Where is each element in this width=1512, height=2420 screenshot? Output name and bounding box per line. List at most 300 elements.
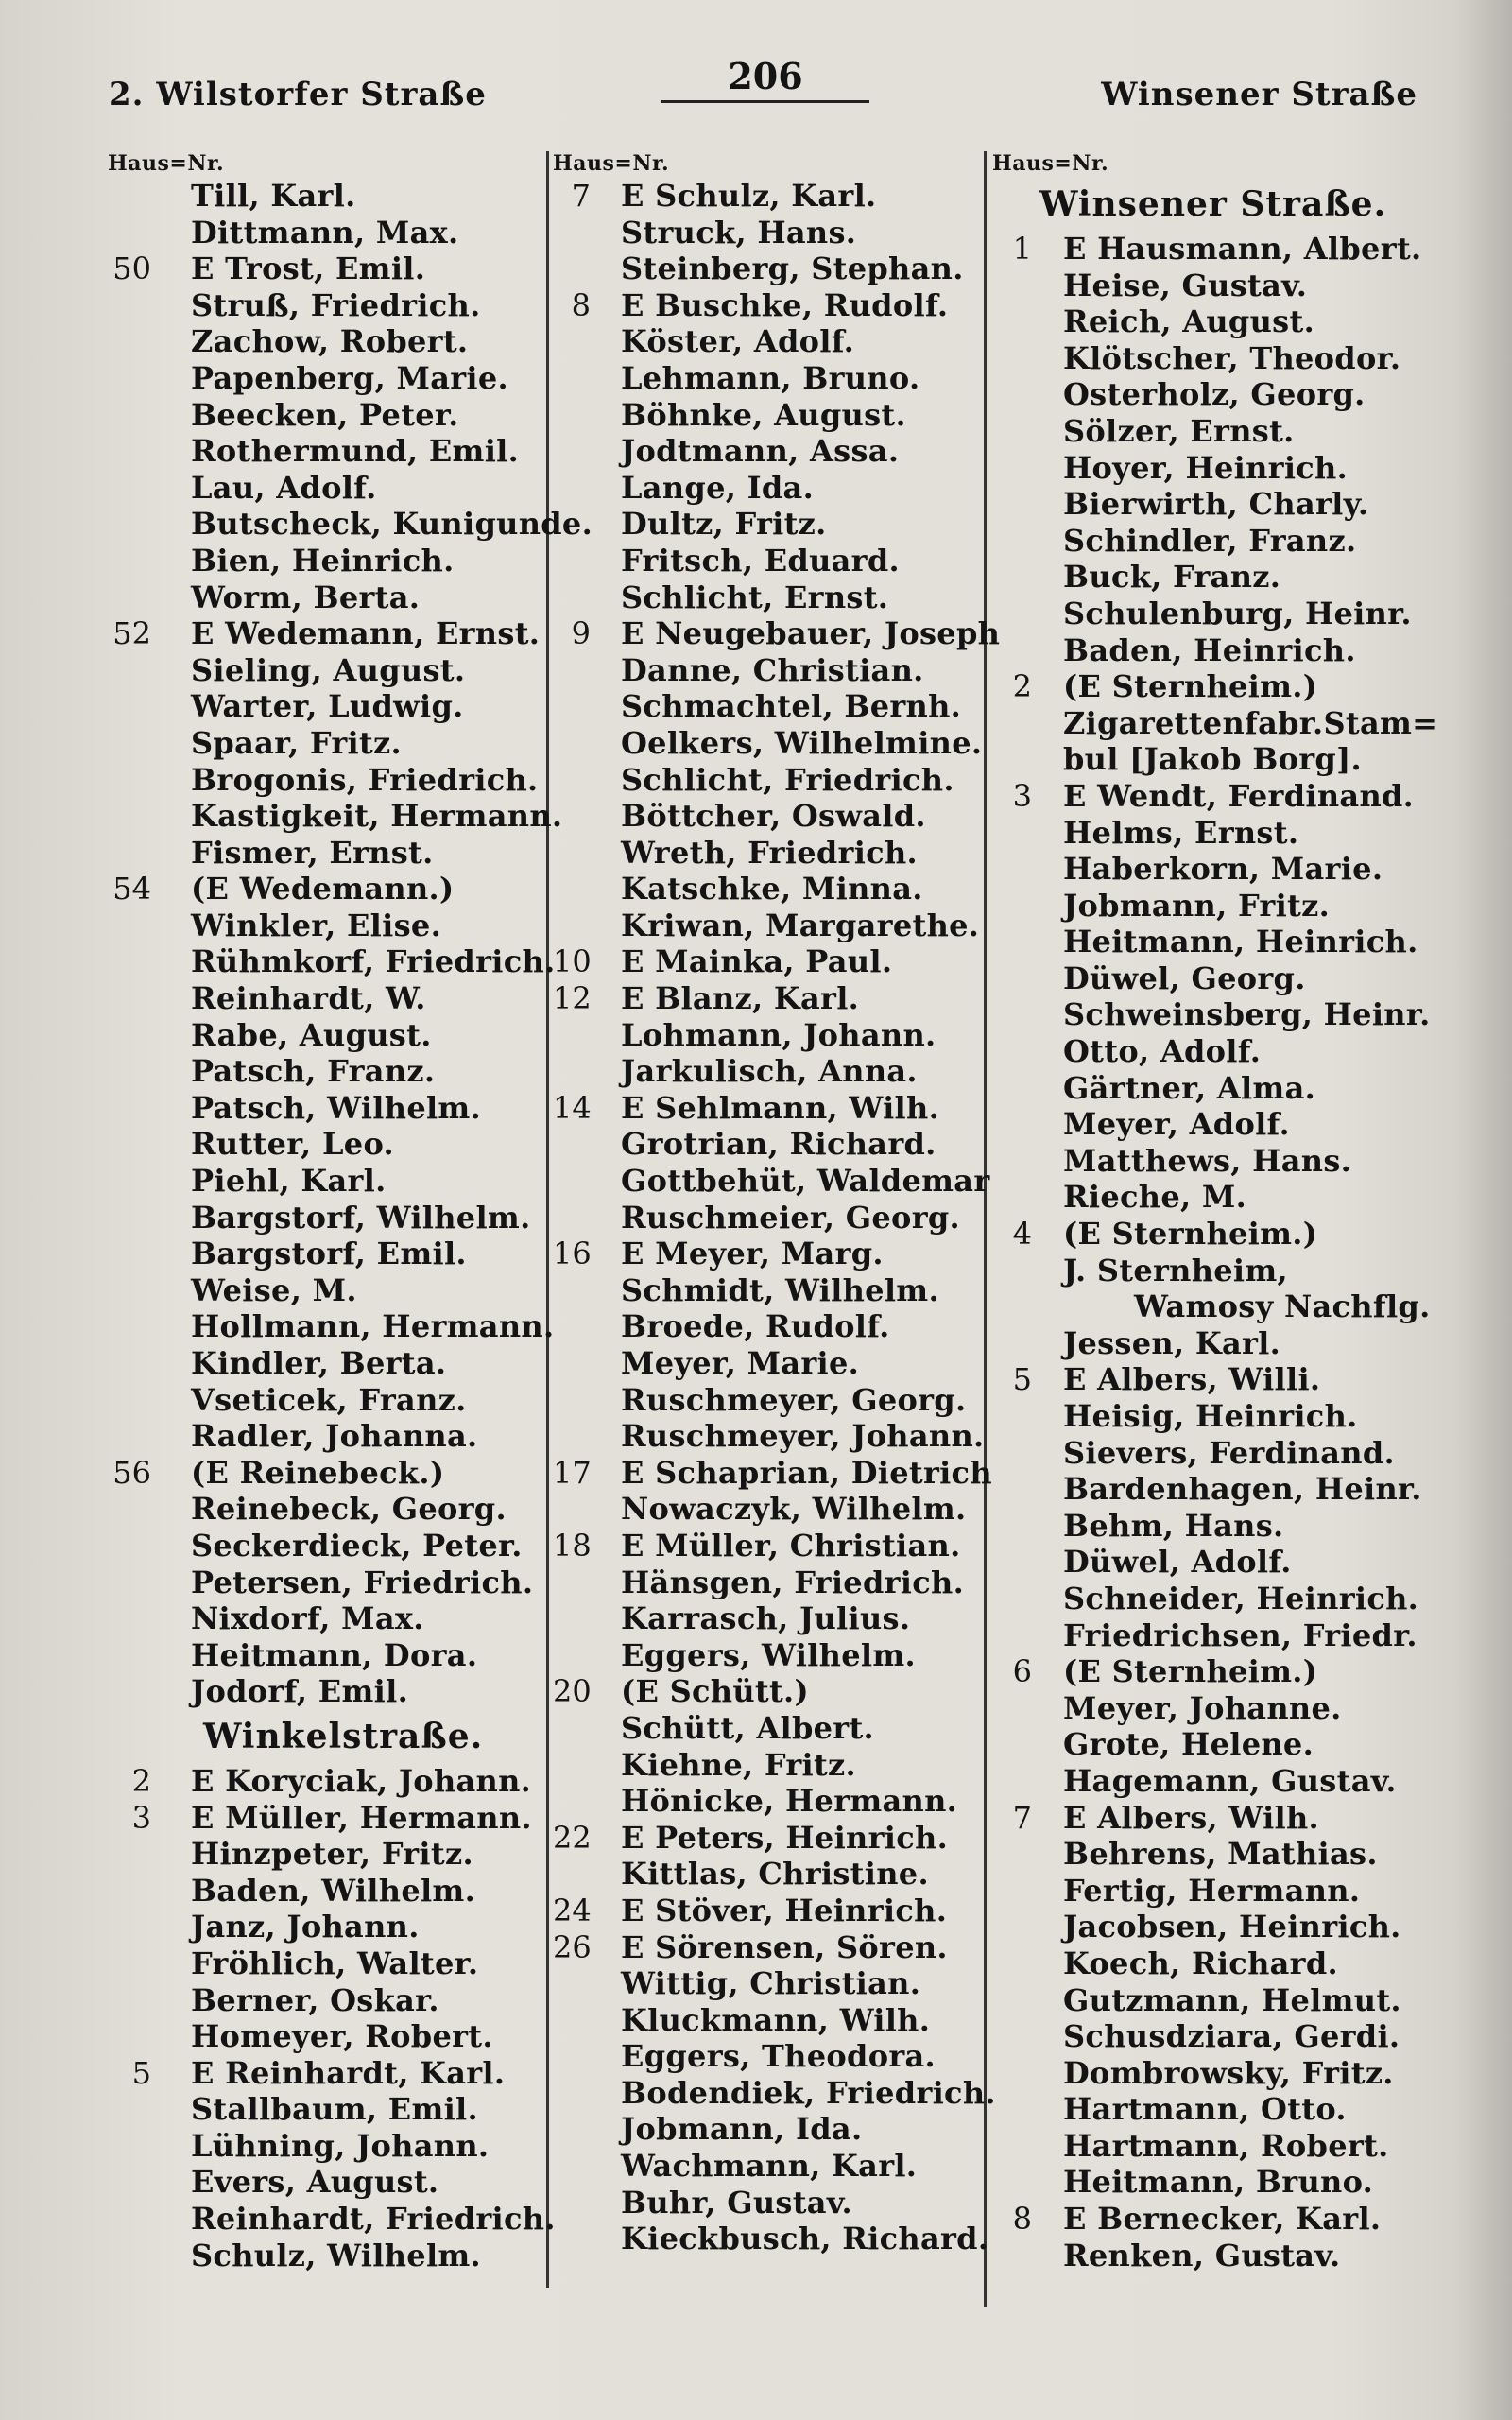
header-left-street: 2. Wilstorfer Straße [109, 76, 487, 113]
resident-name: Evers, August. [191, 2164, 439, 2201]
resident-name: E Stöver, Heinrich. [621, 1892, 948, 1928]
house-number: 1 [1012, 231, 1032, 267]
resident-name: Böttcher, Oswald. [621, 798, 926, 835]
directory-entry [104, 1345, 548, 1382]
directory-entry [992, 851, 1446, 888]
resident-name: Lehmann, Bruno. [621, 359, 920, 396]
resident-name: Patsch, Franz. [191, 1053, 436, 1090]
resident-name: Till, Karl. [191, 178, 356, 214]
resident-name: E Müller, Hermann. [191, 1799, 532, 1836]
directory-entry [104, 1673, 548, 1710]
directory-entry [553, 2148, 988, 2185]
directory-entry [104, 1836, 548, 1873]
resident-name: Eggers, Theodora. [621, 2038, 936, 2075]
resident-name: E Blanz, Karl. [621, 980, 860, 1017]
resident-name: Haberkorn, Marie. [1063, 851, 1383, 888]
resident-name: Rühmkorf, Friedrich. [191, 943, 556, 980]
directory-entry [104, 2201, 556, 2238]
resident-name: Butscheck, Kunigunde. [191, 506, 593, 543]
directory-entry [992, 1143, 1446, 1180]
directory-entry [104, 251, 548, 287]
resident-name: Patsch, Wilhelm. [191, 1089, 482, 1126]
directory-entry [553, 579, 988, 616]
directory-entry [553, 1564, 988, 1601]
directory-entry [992, 815, 1446, 852]
directory-entry [992, 1106, 1446, 1143]
directory-entry [992, 996, 1446, 1033]
resident-name: Oelkers, Wilhelmine. [621, 724, 983, 761]
resident-name: Buck, Franz. [1063, 559, 1281, 596]
resident-name: Grotrian, Richard. [621, 1126, 936, 1163]
resident-name: E Meyer, Marg. [621, 1236, 884, 1272]
resident-name: Düwel, Georg. [1063, 959, 1306, 996]
resident-name: Lühning, Johann. [191, 2127, 490, 2164]
directory-entry [553, 1637, 988, 1674]
directory-entry [992, 1653, 1446, 1690]
house-number: 16 [553, 1236, 592, 1272]
resident-name: Bierwirth, Charly. [1063, 486, 1369, 523]
directory-entry [553, 1382, 988, 1419]
resident-name: E Wendt, Ferdinand. [1063, 777, 1415, 814]
directory-entry [104, 1308, 555, 1345]
directory-entry [553, 2221, 988, 2257]
directory-entry [992, 1836, 1446, 1873]
house-number: 8 [1012, 2201, 1032, 2238]
resident-name: Meyer, Adolf. [1063, 1106, 1290, 1143]
resident-name: Jarkulisch, Anna. [621, 1053, 918, 1090]
directory-entry [553, 178, 988, 215]
resident-name: Bardenhagen, Heinr. [1063, 1471, 1422, 1508]
resident-name: Kieckbusch, Richard. [621, 2221, 989, 2257]
resident-name: Katschke, Minna. [621, 871, 923, 908]
directory-entry [553, 1965, 988, 2002]
house-number-heading: Haus=Nr. [108, 151, 225, 176]
resident-name: Kittlas, Christine. [621, 1856, 929, 1893]
resident-name: Spaar, Fritz. [191, 724, 402, 761]
resident-name: Ruschmeier, Georg. [621, 1199, 960, 1236]
directory-entry [992, 413, 1446, 450]
page-header [0, 55, 1512, 121]
resident-name: Heitmann, Bruno. [1063, 2164, 1374, 2201]
resident-name: Vseticek, Franz. [191, 1381, 467, 1418]
directory-entry [992, 1690, 1446, 1727]
resident-name: Seckerdieck, Peter. [191, 1527, 523, 1564]
resident-name: Steinberg, Stephan. [621, 251, 964, 287]
directory-entry [553, 615, 1001, 652]
directory-entry [992, 231, 1446, 268]
resident-name: Petersen, Friedrich. [191, 1564, 534, 1600]
resident-name: Dultz, Fritz. [621, 506, 827, 543]
directory-entry [992, 1435, 1446, 1472]
house-number: 12 [553, 980, 592, 1017]
directory-entry [553, 1710, 988, 1747]
directory-entry [992, 596, 1446, 632]
directory-entry [553, 652, 988, 689]
directory-entry [104, 360, 548, 397]
directory-entry [553, 215, 988, 251]
resident-name: Jobmann, Fritz. [1063, 887, 1331, 924]
resident-name: Schneider, Heinrich. [1063, 1580, 1419, 1616]
directory-entry [104, 2238, 548, 2274]
directory-entry [104, 1637, 548, 1674]
resident-name: Sievers, Ferdinand. [1063, 1434, 1395, 1471]
directory-entry [992, 1909, 1446, 1945]
directory-entry [553, 1090, 988, 1127]
resident-name: (E Wedemann.) [191, 871, 455, 908]
directory-entry [992, 1982, 1446, 2019]
directory-entry [104, 1090, 548, 1127]
resident-name: Baden, Heinrich. [1063, 631, 1356, 668]
resident-name: (E Sternheim.) [1063, 1216, 1318, 1253]
directory-entry [104, 2018, 548, 2055]
resident-name: Hartmann, Robert. [1063, 2127, 1389, 2164]
resident-name: Winkler, Elise. [191, 907, 442, 943]
house-number: 56 [112, 1454, 151, 1491]
directory-entry [992, 523, 1446, 560]
directory-entry [992, 1070, 1446, 1107]
directory-entry [553, 1053, 988, 1090]
resident-name: Radler, Johanna. [191, 1418, 478, 1455]
directory-entry [104, 1982, 548, 2019]
directory-entry [553, 1454, 992, 1492]
resident-name: Janz, Johann. [191, 1909, 420, 1945]
resident-name: Warter, Ludwig. [191, 688, 464, 725]
resident-name: Schlicht, Ernst. [621, 579, 889, 615]
house-number: 26 [553, 1928, 592, 1965]
resident-name: Rothermund, Emil. [191, 433, 520, 470]
directory-entry [553, 1856, 988, 1893]
directory-entry [992, 1471, 1446, 1508]
directory-entry [104, 725, 548, 762]
directory-entry [553, 1163, 988, 1200]
house-number: 10 [553, 943, 592, 980]
directory-entry [992, 1253, 1446, 1289]
resident-name: Jodtmann, Assa. [621, 433, 900, 470]
house-number-heading: Haus=Nr. [992, 151, 1109, 176]
resident-name: Helms, Ernst. [1063, 814, 1299, 851]
resident-name: E Mainka, Paul. [621, 943, 893, 980]
resident-name: Lau, Adolf. [191, 469, 377, 506]
directory-entry [553, 725, 988, 762]
house-number-heading: Haus=Nr. [553, 151, 670, 176]
directory-entry [104, 506, 593, 543]
directory-entry [992, 668, 1446, 705]
house-number: 7 [1012, 1799, 1032, 1836]
resident-name: Schmidt, Wilhelm. [621, 1271, 939, 1308]
directory-entry [992, 741, 1446, 778]
house-number: 8 [571, 286, 591, 323]
resident-name: Heisig, Heinrich. [1063, 1398, 1358, 1434]
resident-name: Fismer, Ernst. [191, 834, 434, 871]
resident-name: Baden, Wilhelm. [191, 1872, 476, 1909]
directory-entry [553, 251, 988, 287]
directory-entry [104, 615, 548, 652]
house-number: 52 [112, 615, 151, 652]
directory-entry [992, 1763, 1446, 1800]
directory-entry [104, 1873, 548, 1910]
directory-entry [104, 215, 548, 251]
resident-name: Behm, Hans. [1063, 1507, 1284, 1544]
resident-name: Osterholz, Georg. [1063, 376, 1366, 413]
directory-entry [553, 1893, 988, 1929]
resident-name: Hönicke, Hermann. [621, 1783, 958, 1820]
resident-name: Hoyer, Heinrich. [1063, 449, 1349, 486]
resident-name: Karrasch, Julius. [621, 1600, 911, 1637]
resident-name: Lange, Ida. [621, 469, 815, 506]
street-heading [104, 1710, 548, 1763]
house-number: 14 [553, 1089, 592, 1126]
resident-name: Matthews, Hans. [1063, 1142, 1352, 1179]
directory-entry [104, 943, 556, 980]
resident-name: Koech, Richard. [1063, 1945, 1338, 1981]
house-number: 54 [112, 871, 151, 908]
directory-entry [104, 178, 548, 215]
directory-entry [553, 1308, 988, 1345]
resident-name: Struß, Friedrich. [191, 286, 481, 323]
resident-name: E Reinhardt, Karl. [191, 2054, 506, 2091]
directory-entry [104, 1909, 548, 1945]
resident-name: Dittmann, Max. [191, 214, 459, 251]
directory-entry [104, 287, 548, 324]
resident-name: Rieche, M. [1063, 1179, 1247, 1216]
resident-name: Kluckmann, Wilh. [621, 2001, 931, 2038]
resident-name: Nowaczyk, Wilhelm. [621, 1491, 967, 1528]
resident-name: (E Sternheim.) [1063, 668, 1318, 705]
resident-name: Böhnke, August. [621, 396, 906, 433]
directory-entry [992, 1325, 1446, 1362]
directory-entry [104, 2164, 548, 2201]
resident-name: Schlicht, Friedrich. [621, 761, 954, 798]
directory-entry [553, 1491, 988, 1528]
directory-entry [553, 1418, 988, 1455]
resident-name: Broede, Rudolf. [621, 1308, 890, 1345]
resident-name: Behrens, Mathias. [1063, 1836, 1378, 1873]
resident-name: Danne, Christian. [621, 651, 924, 688]
resident-name: Heitmann, Heinrich. [1063, 924, 1418, 960]
resident-name: Jodorf, Emil. [191, 1673, 409, 1710]
resident-name: Kastigkeit, Hermann. [191, 798, 563, 835]
directory-entry [104, 980, 548, 1017]
directory-entry [553, 1820, 988, 1857]
resident-name: Struck, Hans. [621, 214, 857, 251]
directory-entry [104, 323, 548, 360]
resident-name: E Albers, Wilh. [1063, 1799, 1319, 1836]
directory-column-3 [992, 149, 1446, 2273]
directory-entry [992, 1179, 1446, 1216]
resident-name: E Trost, Emil. [191, 251, 426, 287]
resident-name: Schmachtel, Bernh. [621, 688, 962, 725]
resident-name: Meyer, Marie. [621, 1345, 860, 1381]
resident-name: Bien, Heinrich. [191, 542, 455, 579]
directory-entry [104, 1418, 548, 1455]
resident-name: E Bernecker, Karl. [1063, 2201, 1382, 2238]
directory-entry [992, 1288, 1446, 1325]
directory-entry [104, 835, 548, 872]
directory-entry [553, 433, 988, 470]
street-name: Winkelstraße. [203, 1716, 484, 1756]
resident-name: E Albers, Willi. [1063, 1361, 1321, 1398]
directory-entry [104, 397, 548, 434]
resident-name: Hinzpeter, Fritz. [191, 1836, 473, 1873]
directory-entry [553, 543, 988, 579]
resident-name: E Schaprian, Dietrich [621, 1454, 992, 1491]
resident-name: Kindler, Berta. [191, 1345, 447, 1381]
directory-entry [553, 1345, 988, 1382]
house-number: 3 [131, 1799, 151, 1836]
header-rule [662, 100, 869, 103]
resident-name: E Peters, Heinrich. [621, 1819, 949, 1856]
resident-name: Sieling, August. [191, 651, 466, 688]
resident-name: E Müller, Christian. [621, 1527, 961, 1564]
resident-name: Wachmann, Karl. [621, 2148, 918, 2185]
house-number: 50 [112, 251, 151, 287]
directory-entry [992, 1873, 1446, 1910]
house-number: 24 [553, 1892, 592, 1928]
directory-entry [553, 980, 988, 1017]
resident-name: Ruschmeyer, Johann. [621, 1418, 985, 1455]
directory-entry [104, 433, 548, 470]
resident-name: Homeyer, Robert. [191, 2018, 493, 2055]
resident-name: Schusdziara, Gerdi. [1063, 2018, 1400, 2055]
directory-entry [992, 268, 1446, 304]
directory-entry [104, 798, 563, 835]
directory-entry [992, 1617, 1446, 1654]
directory-entry [992, 1800, 1446, 1837]
resident-name: (E Schütt.) [621, 1673, 809, 1710]
directory-entry [553, 688, 988, 725]
house-number: 4 [1012, 1216, 1032, 1253]
directory-entry [553, 360, 988, 397]
directory-entry [553, 323, 988, 360]
resident-name: E Wedemann, Ernst. [191, 615, 541, 652]
directory-entry [104, 1382, 548, 1419]
directory-entry [104, 871, 548, 908]
house-number: 2 [131, 1762, 151, 1799]
house-number: 5 [131, 2054, 151, 2091]
resident-name: Sölzer, Ernst. [1063, 412, 1295, 449]
resident-name: Buhr, Gustav. [621, 2184, 852, 2221]
directory-entry [992, 1398, 1446, 1435]
directory-entry [104, 2055, 548, 2092]
resident-name: Schulenburg, Heinr. [1063, 595, 1412, 631]
directory-entry [992, 632, 1446, 669]
resident-name: Grote, Helene. [1063, 1726, 1314, 1763]
directory-entry [992, 2018, 1446, 2055]
directory-entry [553, 1200, 988, 1236]
directory-entry [992, 2238, 1446, 2274]
resident-name: E Buschke, Rudolf. [621, 286, 949, 323]
directory-entry [553, 1600, 988, 1637]
directory-entry [104, 1200, 548, 1236]
house-number: 18 [553, 1527, 592, 1564]
directory-entry [992, 1544, 1446, 1581]
resident-name: Heitmann, Dora. [191, 1636, 478, 1673]
directory-entry [992, 2055, 1446, 2092]
resident-name: Jessen, Karl. [1063, 1324, 1281, 1361]
resident-name: Fritsch, Eduard. [621, 542, 900, 579]
resident-name: Meyer, Johanne. [1063, 1689, 1342, 1726]
directory-entry [992, 2091, 1446, 2128]
resident-name: Klötscher, Theodor. [1063, 339, 1401, 376]
directory-entry [553, 1929, 988, 1966]
directory-entry [104, 1017, 548, 1054]
resident-name: Worm, Berta. [191, 579, 421, 615]
directory-entry [553, 1236, 988, 1272]
resident-name: Friedrichsen, Friedr. [1063, 1616, 1418, 1653]
directory-entry [553, 1747, 988, 1784]
directory-entry [992, 376, 1446, 413]
house-number: 2 [1012, 668, 1032, 705]
resident-name: Reich, August. [1063, 303, 1315, 340]
directory-entry [992, 778, 1446, 815]
directory-entry [553, 1528, 988, 1564]
resident-name: Kiehne, Fritz. [621, 1746, 856, 1783]
directory-entry [104, 1528, 548, 1564]
resident-name: Rabe, August. [191, 1016, 432, 1053]
resident-name: Zigarettenfabr.Stam= [1063, 704, 1438, 741]
resident-name: Bargstorf, Emil. [191, 1236, 467, 1272]
entry-list [553, 178, 1001, 2257]
directory-entry [992, 1033, 1446, 1070]
directory-entry [992, 960, 1446, 997]
directory-entry [104, 1763, 548, 1800]
directory-entry [553, 1017, 988, 1054]
directory-entry [104, 908, 548, 944]
street-heading [992, 178, 1446, 231]
resident-name: Bargstorf, Wilhelm. [191, 1199, 531, 1236]
directory-entry [553, 287, 988, 324]
directory-entry [992, 924, 1446, 960]
house-number: 22 [553, 1819, 592, 1856]
resident-name: Papenberg, Marie. [191, 359, 508, 396]
resident-name: Reinebeck, Georg. [191, 1491, 507, 1528]
resident-name: E Koryciak, Johann. [191, 1762, 532, 1799]
directory-entry [992, 1216, 1446, 1253]
resident-name: Köster, Adolf. [621, 323, 855, 360]
directory-entry [992, 1945, 1446, 1982]
resident-name: E Sehlmann, Wilh. [621, 1089, 940, 1126]
directory-entry [553, 943, 988, 980]
directory-entry [553, 835, 988, 872]
directory-entry [553, 1126, 988, 1163]
house-number: 5 [1012, 1361, 1032, 1398]
directory-entry [553, 1673, 988, 1710]
resident-name: Eggers, Wilhelm. [621, 1636, 916, 1673]
resident-name: bul [Jakob Borg]. [1063, 741, 1362, 778]
directory-entry [992, 559, 1446, 596]
directory-entry [553, 470, 988, 507]
house-number: 17 [553, 1454, 592, 1491]
resident-name: Gutzmann, Helmut. [1063, 1981, 1401, 2018]
resident-name: Schindler, Franz. [1063, 522, 1357, 559]
entry-list [992, 178, 1446, 2273]
street-name: Winsener Straße. [1040, 184, 1387, 224]
resident-name: Beecken, Peter. [191, 396, 459, 433]
directory-entry [553, 397, 988, 434]
directory-entry [104, 2091, 548, 2128]
resident-name: Wamosy Nachflg. [1134, 1288, 1431, 1325]
directory-entry [104, 1945, 548, 1982]
resident-name: Gottbehüt, Waldemar [621, 1163, 990, 1200]
directory-entry [553, 506, 988, 543]
header-right-street: Winsener Straße [1101, 76, 1418, 113]
resident-name: Fertig, Hermann. [1063, 1872, 1361, 1909]
resident-name: Ruschmeyer, Georg. [621, 1381, 967, 1418]
resident-name: Kriwan, Margarethe. [621, 907, 980, 943]
directory-entry [553, 1272, 988, 1309]
directory-entry [553, 2185, 988, 2221]
resident-name: Jobmann, Ida. [621, 2111, 863, 2148]
